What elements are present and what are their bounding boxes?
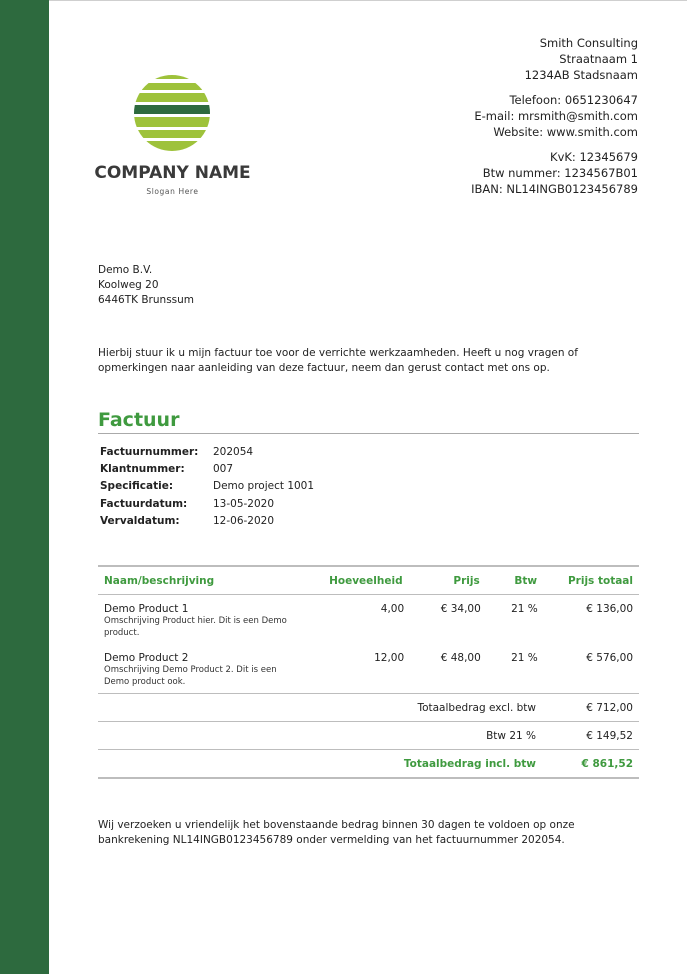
sender-street: Straatnaam 1 xyxy=(559,52,638,66)
subtotal-value: € 712,00 xyxy=(586,701,633,714)
item-cell xyxy=(98,652,304,693)
meta-row xyxy=(100,461,314,478)
item-price: € 34,00 xyxy=(440,603,481,615)
invoice-title: Factuur xyxy=(98,409,180,431)
item-name: Demo Product 2 xyxy=(104,652,189,664)
meta-value: 12-06-2020 xyxy=(213,514,275,527)
meta-value: 13-05-2020 xyxy=(213,497,275,510)
closing-text: Wij verzoeken u vriendelijk het bovenstaande bedrag binnen 30 dagen te voldoen op onze bankrekening NL14INGB0123456789 onder vermelding van het factuurnummer 202054. xyxy=(98,819,575,846)
item-quantity: 4,00 xyxy=(380,603,405,615)
header-total: Prijs totaal xyxy=(567,574,633,587)
grand-total-label: Totaalbedrag incl. btw xyxy=(403,757,536,770)
sender-company: Smith Consulting xyxy=(539,36,638,50)
meta-value: 202054 xyxy=(213,446,254,458)
meta-row xyxy=(100,478,314,495)
sender-vat-number: Btw nummer: 1234567B01 xyxy=(482,166,638,180)
invoice-meta xyxy=(100,444,314,530)
item-quantity: 12,00 xyxy=(374,652,405,664)
meta-row xyxy=(100,444,314,461)
header-quantity: Hoeveelheid xyxy=(329,574,403,587)
intro-text: Hierbij stuur ik u mijn factuur toe voor de verrichte werkzaamheden. Heeft u nog vragen of opmerkingen naar aanleiding van deze factuur, neem dan gerust contact met ons op. xyxy=(98,347,578,374)
meta-key: Specificatie: xyxy=(100,480,174,493)
subtotal-label: Totaalbedrag excl. btw xyxy=(417,701,536,714)
recipient-street: Koolweg 20 xyxy=(98,279,159,291)
meta-row xyxy=(100,513,314,530)
item-vat: 21 % xyxy=(511,603,538,615)
sender-kvk: KvK: 12345679 xyxy=(550,150,638,164)
table-header xyxy=(98,567,639,595)
meta-value: Demo project 1001 xyxy=(213,480,315,493)
item-total: € 136,00 xyxy=(586,603,634,615)
sender-block xyxy=(471,35,638,197)
sender-email: E-mail: mrsmith@smith.com xyxy=(474,109,638,123)
header-vat: Btw xyxy=(514,574,538,587)
recipient-name: Demo B.V. xyxy=(98,264,153,276)
vat-value: € 149,52 xyxy=(586,729,633,742)
meta-key: Vervaldatum: xyxy=(100,514,180,527)
sender-website: Website: www.smith.com xyxy=(493,125,638,139)
sender-city: 1234AB Stadsnaam xyxy=(524,68,638,82)
title-divider xyxy=(98,433,639,434)
table-row xyxy=(98,644,639,693)
item-cell xyxy=(98,603,304,644)
grand-total-row xyxy=(98,750,639,779)
logo-company-name: COMPANY NAME xyxy=(94,163,251,183)
meta-value: 007 xyxy=(213,463,234,476)
sender-iban: IBAN: NL14INGB0123456789 xyxy=(471,182,638,196)
item-total: € 576,00 xyxy=(586,652,634,664)
meta-row xyxy=(100,496,314,513)
company-logo xyxy=(90,70,255,205)
item-description: Omschrijving Product hier. Dit is een Demo product. xyxy=(104,616,287,638)
item-name: Demo Product 1 xyxy=(104,603,189,615)
items-table xyxy=(98,565,639,779)
vat-row xyxy=(98,722,639,750)
vat-label: Btw 21 % xyxy=(486,729,536,742)
meta-key: Klantnummer: xyxy=(100,463,185,476)
grand-total-value: € 861,52 xyxy=(581,757,633,770)
sender-phone: Telefoon: 0651230647 xyxy=(509,93,638,107)
item-description: Omschrijving Demo Product 2. Dit is een Demo product ook. xyxy=(104,665,277,687)
header-price: Prijs xyxy=(453,574,480,587)
item-vat: 21 % xyxy=(511,652,538,664)
header-name: Naam/beschrijving xyxy=(104,574,215,587)
meta-key: Factuurnummer: xyxy=(100,446,199,458)
item-price: € 48,00 xyxy=(440,652,481,664)
recipient-block xyxy=(98,263,194,308)
table-row xyxy=(98,595,639,644)
striped-globe-icon xyxy=(133,74,211,152)
recipient-city: 6446TK Brunssum xyxy=(98,294,195,306)
page-top-border xyxy=(49,0,687,1)
meta-key: Factuurdatum: xyxy=(100,497,188,510)
sidebar-stripe xyxy=(0,0,49,974)
subtotal-row xyxy=(98,694,639,722)
logo-slogan: Slogan Here xyxy=(146,187,199,196)
